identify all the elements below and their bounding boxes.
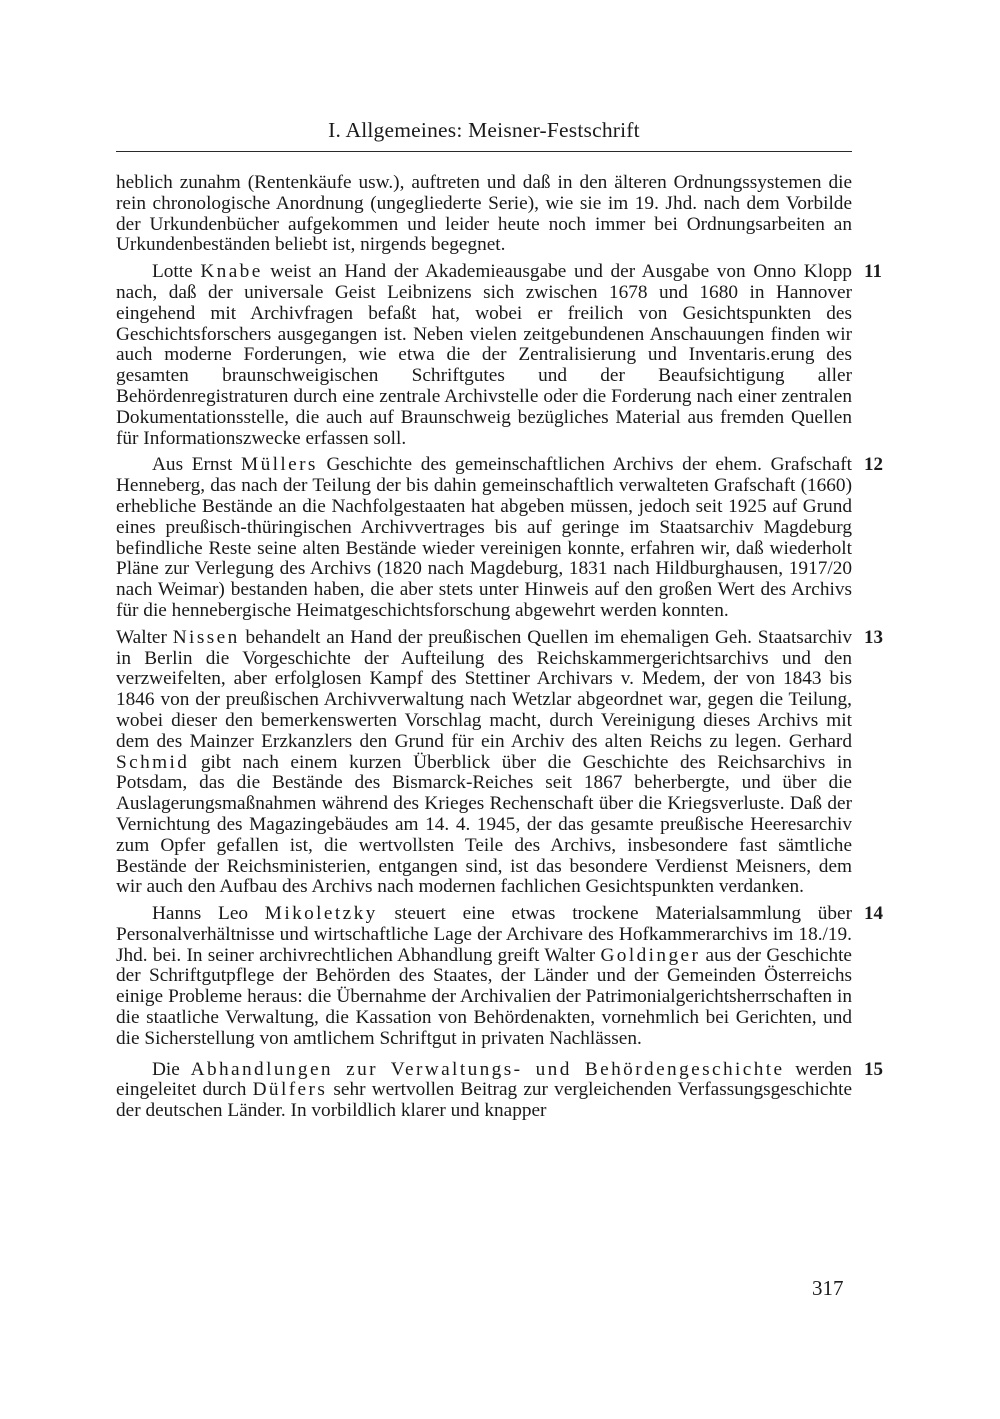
text-run: Geschichte des gemeinschaftlichen Archivs der ehem. Grafschaft Henneberg, das nach der Teilung der bis dahin gemeinschaftlich verwalteten Grafschaft (1660) erhebliche Bestände an die Nachfolgestaaten hat abgeben müssen, jedoch seit 1925 auf Grund eines preußisch-thüringischen Archivvertrages bis auf geringe im Staatsarchiv Magdeburg befindliche Reste seine alten Bestände wieder vereinigen konnte, erfahren wir, daß wiederholt Pläne zur Verlegung des Archivs (1820 nach Magdeburg, 1831 nach Hildburghausen, 1917/20 nach Weimar) bestanden haben, die aber stets unter Hinweis auf den großen Wert des Archivs für die hennebergische Heimatgeschichtsforschung abgewehrt werden konnten. [116,454,852,621]
marginal-number: 13 [864,626,883,648]
paragraph [116,173,852,256]
spaced-name: Müllers [241,454,318,476]
spaced-name: Knabe [200,261,263,283]
text-run: Walter [116,626,173,648]
text-run: Lotte [152,261,201,283]
text-run: werden eingeleitet durch [116,1058,852,1101]
text-run: Hanns Leo [152,903,265,925]
text-run: behandelt an Hand der preußischen Quellen im ehemaligen Geh. Staatsarchiv in Berlin die Vorgeschichte der Aufteilung des Reichskammergerichtsarchivs und den verzweifelten, aber erfolglosen Kampf des Stettiner Archivars v. Medem, der von 1843 bis 1846 von der preußischen Archivverwaltung nach Wetzlar abgeordnet war, gegen die Teilung, wobei dieser den bemerkenswerten Vorschlag macht, durch Vereinigung dieses Archivs mit dem des Mainzer Erzkanzlers den Grund für ein Archiv des alten Reichs zu legen. Gerhard [116,626,852,752]
text-run: heblich zunahm (Rentenkäufe usw.), auftreten und daß in den älteren Ordnungssystemen die rein chronologische Anordnung (ungegliederte Serie), wie sie im 19. Jhd. nach dem Vorbilde der Urkundenbücher aufgekommen und leider heute noch immer bei Ordnungsarbeiten an Urkundenbeständen beliebt ist, nirgends begegnet. [116,172,852,256]
text-run: Die [152,1058,191,1080]
spaced-name: Schmid [116,751,190,773]
body-text [116,172,883,1122]
paragraph [116,626,883,898]
spaced-name: Nissen [172,626,240,648]
text-run: weist an Hand der Akademieausgabe und der Ausgabe von Onno Klopp nach, daß der universale Geist Leibnizens sich zwischen 1678 und 1680 in Hannover eingehend mit Archivfragen befaßt hat, wobei er freilich von Gesichtspunkten des Geschichtsforschers ausgegangen ist. Neben vielen zeitgebundenen Anschauungen finden wir auch moderne Forderungen, wie etwa die der Zentralisierung und Inventaris.erung des gesamten braunschweigischen Schriftgutes und der Beaufsichtigung aller Behördenregistraturen durch eine zentrale Archivstelle oder die Forderung nach einer zentralen Dokumentationsstelle, die auch auf Braunschweig bezügliches Material aus fremden Quellen für Informationszwecke erfassen soll. [116,261,852,449]
page-number: 317 [812,1276,844,1300]
spaced-name: Goldinger [600,944,701,966]
marginal-number: 15 [864,1058,883,1080]
text-run: Aus Ernst [152,454,242,476]
header-rule [116,151,852,152]
marginal-number: 11 [864,261,882,283]
spaced-name: Mikoletzky [264,903,378,925]
text-run: sehr wertvollen Beitrag zur vergleichenden Verfassungsgeschichte der deutschen Länder. In vorbildlich klarer und knapper [116,1079,852,1122]
marginal-number: 14 [864,903,883,925]
paragraph [116,1058,883,1122]
text-run: gibt nach einem kurzen Überblick über die Geschichte des Reichsarchivs in Potsdam, das die Bestände des Bismarck-Reiches seit 1867 beherbergte, und über die Auslagerungsmaßnahmen während des Krieges Rechenschaft über die Kriegsverluste. Daß der Vernichtung des Magazingebäudes am 14. 4. 1945, der das gesamte preußische Heeresarchiv zum Opfer gefallen ist, die wertvollsten Teile des Archivs, insbesondere fast sämtliche Bestände der Reichsministerien, entgangen sind, ist das besondere Verdienst Meisners, dem wir auch den Aufbau des Archivs nach modernen fachlichen Gesichtspunkten verdanken. [116,751,852,898]
paragraph [116,454,883,621]
marginal-number: 12 [864,454,883,476]
text-run: aus der Geschichte der Schriftgutpflege der Behörden des Staates, der Länder und der Gemeinden Österreichs einige Probleme heraus: die Übernahme der Archivalien der Patrimonialgerichtsherrschaften in die staatliche Verwaltung, die Kassation von Behördenakten, vornehmlich bei Gerichten, und die Sicherstellung von amtlichem Schriftgut in privaten Nachlässen. [116,944,852,1049]
spaced-name: Dülfers [252,1079,328,1101]
running-head: I. Allgemeines: Meisner-Festschrift [328,118,640,142]
paragraph [116,903,883,1050]
paragraph [116,261,882,449]
spaced-name: Abhandlungen zur Verwaltungs- und Behördengeschichte [190,1058,785,1080]
text-run: steuert eine etwas trockene Materialsammlung über Personalverhältnisse und wirtschaftliche Lage der Archivare des Hofkammerarchivs im 18./19. Jhd. bei. In seiner archivrechtlichen Abhandlung greift Walter [116,903,853,966]
